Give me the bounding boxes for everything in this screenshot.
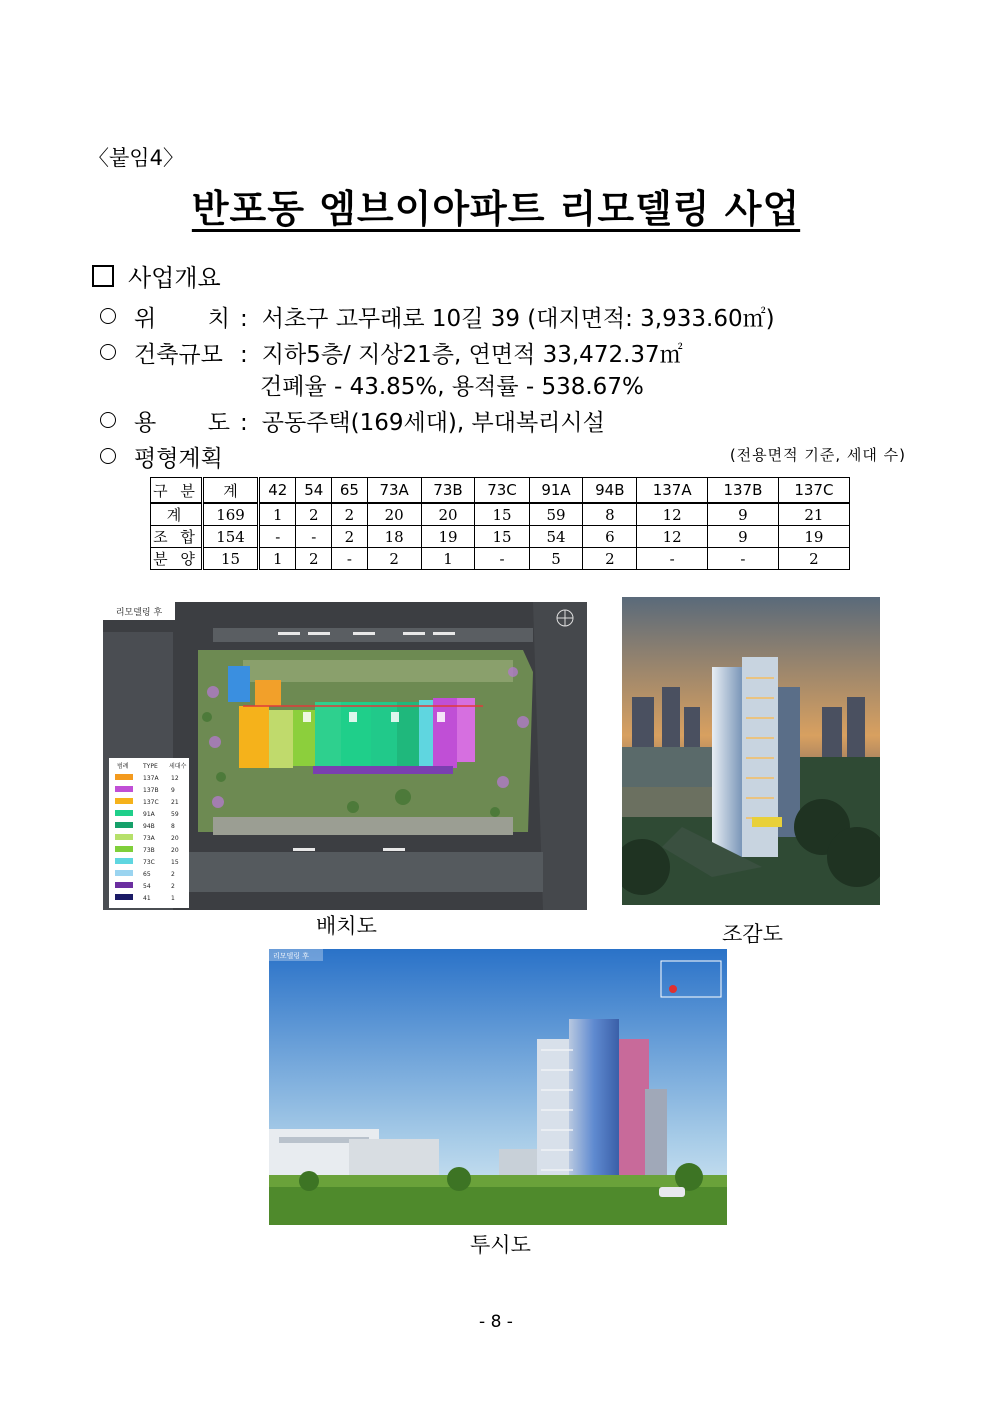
legend-type: 94B <box>143 823 155 830</box>
svg-text:TYPE: TYPE <box>143 763 158 770</box>
document-title: 반포동 엠브이아파트 리모델링 사업 <box>191 187 801 231</box>
item-scale: 건축규모 : 지하5층/ 지상21층, 연면적 33,472.37㎡ <box>100 336 683 369</box>
legend-swatch <box>115 798 133 804</box>
unit-type-table <box>150 477 850 570</box>
table-header-row <box>151 478 850 504</box>
circle-bullet-icon <box>100 308 116 324</box>
attachment-label: 〈붙임4〉 <box>88 146 184 170</box>
item-location: 위 치 : 서초구 고무래로 10길 39 (대지면적: 3,933.60㎡) <box>100 300 775 333</box>
legend-count: 21 <box>171 799 179 806</box>
perspective-caption: 투시도 <box>470 1233 531 1257</box>
header-cell: 65 <box>332 478 368 504</box>
item-value: 공동주택(169세대), 부대복리시설 <box>261 410 605 436</box>
legend-count: 8 <box>171 823 175 830</box>
legend-swatch <box>115 834 133 840</box>
legend-swatch <box>115 822 133 828</box>
table-row: 분 양 15 1 2 - 2 1 - 5 2 - - 2 <box>151 548 850 570</box>
svg-text:세대수: 세대수 <box>169 763 187 770</box>
legend-swatch <box>115 846 133 852</box>
site-plan-caption: 배치도 <box>316 914 377 938</box>
svg-text:범례: 범례 <box>117 763 129 770</box>
item-label: 평형계획 <box>134 446 223 472</box>
page-number: - 8 - <box>479 1312 513 1332</box>
header-cell: 42 <box>259 478 296 504</box>
legend-swatch <box>115 870 133 876</box>
legend-type: 41 <box>143 895 151 902</box>
header-cell: 54 <box>296 478 332 504</box>
item-scale-ratio: 건폐율 - 43.85%, 용적률 - 538.67% <box>260 374 644 400</box>
aerial-view-caption: 조감도 <box>722 922 783 946</box>
checkbox-square-icon <box>92 265 114 287</box>
legend-type: 137C <box>143 799 159 806</box>
legend-swatch <box>115 774 133 780</box>
legend-swatch <box>115 810 133 816</box>
site-plan-legend <box>109 758 189 908</box>
item-value: 서초구 고무래로 10길 39 (대지면적: 3,933.60㎡) <box>261 306 775 332</box>
header-cell: 137B <box>708 478 779 504</box>
item-use: 용 도 : 공동주택(169세대), 부대복리시설 <box>100 404 605 437</box>
item-label: 용 도 <box>134 410 230 436</box>
legend-count: 15 <box>171 859 179 866</box>
legend-count: 20 <box>171 847 179 854</box>
header-cell: 계 <box>203 478 259 504</box>
legend-swatch <box>115 894 133 900</box>
item-label: 건축규모 <box>134 342 223 368</box>
table-row: 조 합 154 - - 2 18 19 15 54 6 12 9 19 <box>151 526 850 548</box>
item-label: 위 치 <box>134 306 230 332</box>
header-cell: 91A <box>529 478 583 504</box>
header-cell: 73A <box>367 478 421 504</box>
legend-swatch <box>115 858 133 864</box>
legend-type: 65 <box>143 871 151 878</box>
section-heading: 사업개요 <box>92 258 221 293</box>
legend-type: 91A <box>143 811 155 818</box>
aerial-view-image <box>622 597 880 905</box>
header-cell: 137C <box>778 478 849 504</box>
legend-type: 137A <box>143 775 159 782</box>
perspective-image <box>269 949 727 1225</box>
item-value: 지하5층/ 지상21층, 연면적 33,472.37㎡ <box>261 342 683 368</box>
legend-count: 2 <box>171 883 175 890</box>
header-cell: 94B <box>583 478 637 504</box>
legend-count: 2 <box>171 871 175 878</box>
legend-count: 59 <box>171 811 179 818</box>
circle-bullet-icon <box>100 412 116 428</box>
legend-swatch <box>115 786 133 792</box>
header-cell: 구 분 <box>151 478 203 504</box>
header-cell: 73C <box>475 478 529 504</box>
legend-type: 73B <box>143 847 155 854</box>
legend-count: 20 <box>171 835 179 842</box>
perspective-badge: 리모델링 후 <box>273 952 310 960</box>
legend-type: 73A <box>143 835 155 842</box>
plan-note: (전용면적 기준, 세대 수) <box>729 446 906 464</box>
legend-swatch <box>115 882 133 888</box>
circle-bullet-icon <box>100 448 116 464</box>
item-plan <box>100 440 230 473</box>
table-row: 계 169 1 2 2 20 20 15 59 8 12 9 21 <box>151 503 850 526</box>
legend-count: 9 <box>171 787 175 794</box>
site-plan-badge: 리모델링 후 <box>115 608 163 618</box>
header-cell: 73B <box>421 478 475 504</box>
legend-type: 54 <box>143 883 151 890</box>
header-cell: 137A <box>637 478 708 504</box>
legend-count: 1 <box>171 895 175 902</box>
legend-count: 12 <box>171 775 179 782</box>
legend-type: 73C <box>143 859 155 866</box>
circle-bullet-icon <box>100 344 116 360</box>
site-plan-image <box>103 602 587 910</box>
legend-type: 137B <box>143 787 159 794</box>
